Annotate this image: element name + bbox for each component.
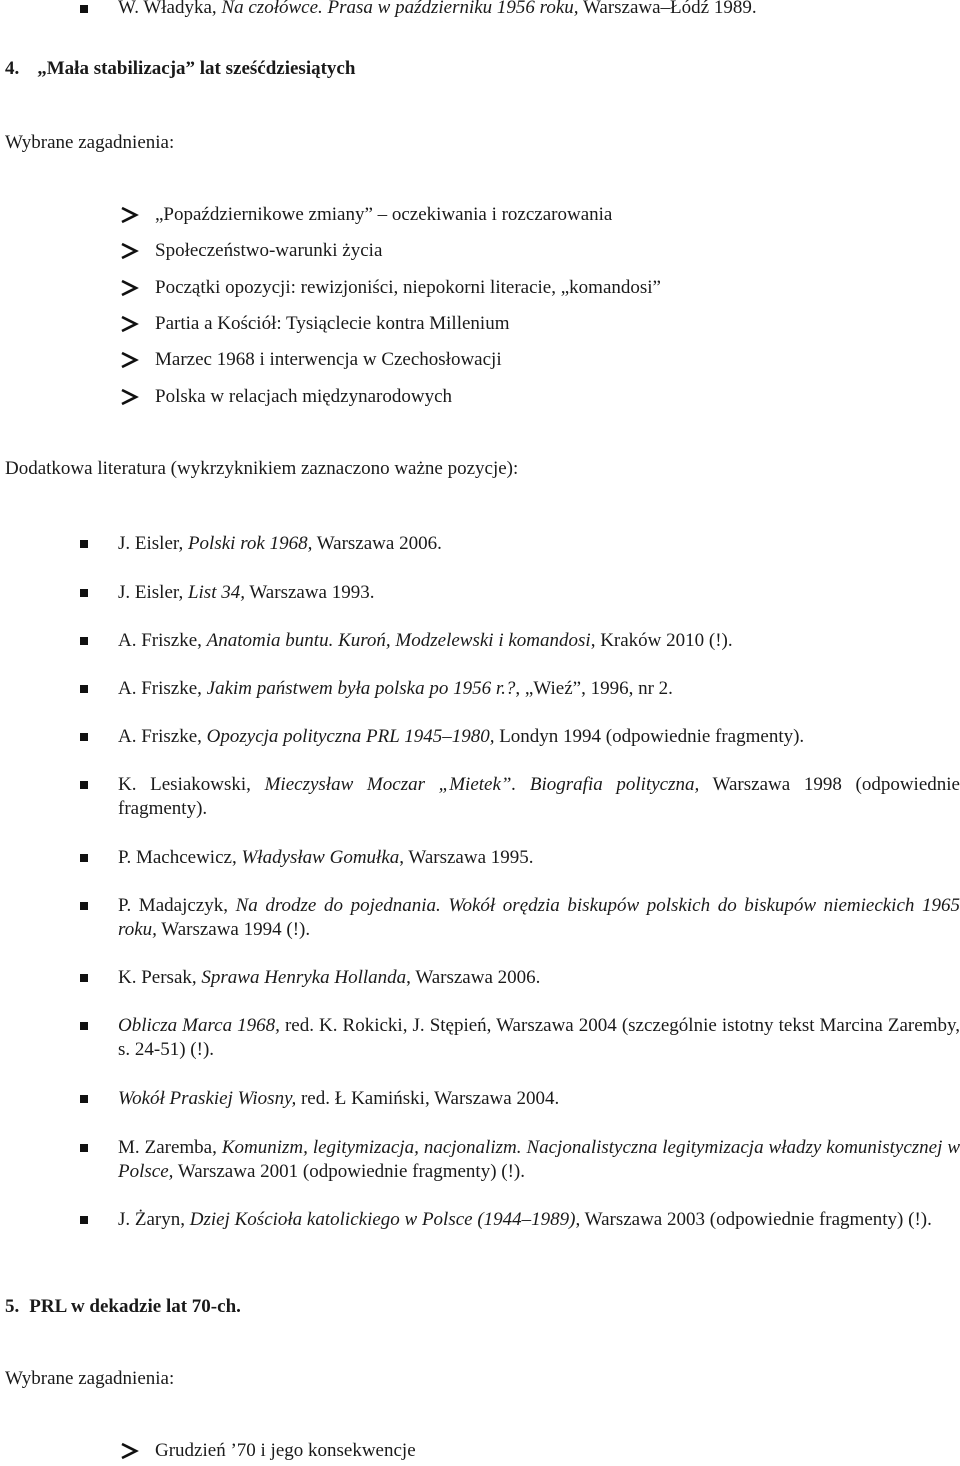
arrow-bullet-icon — [119, 1442, 141, 1460]
square-bullet-icon — [80, 637, 88, 645]
literature-item — [118, 1014, 960, 1062]
arrow-bullet-icon — [119, 279, 141, 297]
topics-label: Wybrane zagadnienia: — [5, 132, 175, 153]
arrow-bullet-icon — [119, 351, 141, 369]
literature-item — [118, 581, 960, 605]
entry-title: Dziej Kościoła katolickiego w Polsce (1944–1989) — [189, 1209, 576, 1230]
topics-label: Wybrane zagadnienia: — [5, 1368, 175, 1389]
top-literature-entry — [118, 0, 757, 19]
entry-author: K. Persak, — [118, 967, 202, 988]
section-heading — [5, 1296, 241, 1318]
entry-author: A. Friszke, — [118, 678, 207, 699]
entry-title: Mieczysław Moczar „Mietek”. Biografia polityczna, — [264, 774, 700, 795]
entry-publication: Warszawa 1993. — [244, 582, 375, 603]
square-bullet-icon — [80, 589, 88, 597]
literature-item — [118, 629, 960, 653]
literature-item — [118, 846, 960, 870]
square-bullet-icon — [80, 1095, 88, 1103]
entry-title: Władysław Gomułka — [241, 847, 400, 868]
topic-item: Marzec 1968 i interwencja w Czechosłowacji — [155, 349, 502, 370]
entry-publication: Warszawa 2006. — [312, 533, 442, 554]
square-bullet-icon — [80, 685, 88, 693]
entry-title: Polski rok 1968, — [187, 533, 313, 554]
topic-item: „Popaździernikowe zmiany” – oczekiwania i rozczarowania — [155, 204, 613, 225]
entry-publication: Warszawa 1998 (odpowiednie fragmenty). — [118, 774, 960, 819]
entry-publication: , Warszawa 2003 (odpowiednie fragmenty) (!). — [575, 1209, 932, 1230]
entry-publication: Warszawa–Łódź 1989. — [578, 0, 757, 18]
literature-item — [118, 532, 960, 556]
entry-title: Oblicza Marca 1968, — [118, 1015, 280, 1036]
entry-publication: Warszawa 1994 (!). — [156, 919, 311, 940]
entry-title: Komunizm, legitymizacja, nacjonalizm. Nacjonalistyczna legitymizacja władzy komunistycznej w Polsce, — [118, 1137, 960, 1182]
topic-item: Społeczeństwo-warunki życia — [155, 240, 383, 261]
square-bullet-icon — [80, 1144, 88, 1152]
entry-author: K. Lesiakowski, — [118, 774, 265, 795]
entry-publication: , Warszawa 1995. — [399, 847, 534, 868]
section-number: 4. — [5, 58, 20, 79]
entry-publication: , Warszawa 2006. — [406, 967, 541, 988]
topic-item: Partia a Kościół: Tysiąclecie kontra Millenium — [155, 313, 510, 334]
entry-title: Jakim państwem była polska po 1956 r.? — [206, 678, 516, 699]
entry-publication: red. Ł Kamiński, Warszawa 2004. — [296, 1088, 560, 1109]
topic-item: Grudzień ’70 i jego konsekwencje — [155, 1440, 416, 1461]
square-bullet-icon — [80, 1216, 88, 1224]
entry-publication: , „Wieź”, 1996, nr 2. — [515, 678, 673, 699]
topic-item: Polska w relacjach międzynarodowych — [155, 386, 453, 407]
section-title: „Mała stabilizacja” lat sześćdziesiątych — [37, 58, 356, 79]
arrow-bullet-icon — [119, 242, 141, 260]
square-bullet-icon — [80, 733, 88, 741]
square-bullet-icon — [80, 854, 88, 862]
literature-item — [118, 966, 960, 990]
literature-item — [118, 894, 960, 942]
square-bullet-icon — [80, 5, 88, 13]
literature-item — [118, 725, 960, 749]
entry-author: A. Friszke, — [118, 630, 207, 651]
entry-author: M. Zaremba, — [118, 1137, 222, 1158]
entry-author: J. Żaryn, — [118, 1209, 190, 1230]
entry-title: Sprawa Henryka Hollanda — [201, 967, 407, 988]
section-heading — [5, 58, 355, 80]
section-title: PRL w dekadzie lat 70-ch. — [29, 1296, 241, 1317]
arrow-bullet-icon — [119, 315, 141, 333]
entry-author: A. Friszke, — [118, 726, 207, 747]
entry-author: J. Eisler, — [118, 582, 188, 603]
literature-item — [118, 1087, 960, 1111]
literature-label: Dodatkowa literatura (wykrzyknikiem zaznaczono ważne pozycje): — [5, 458, 519, 479]
entry-author: P. Machcewicz, — [118, 847, 242, 868]
square-bullet-icon — [80, 902, 88, 910]
entry-author: W. Władyka, — [118, 0, 222, 18]
square-bullet-icon — [80, 540, 88, 548]
section-number: 5. — [5, 1296, 20, 1317]
literature-item — [118, 677, 960, 701]
topic-item: Początki opozycji: rewizjoniści, niepokorni literacie, „komandosi” — [155, 277, 661, 298]
literature-item — [118, 773, 960, 821]
entry-title: Na czołówce. Prasa w październiku 1956 roku, — [221, 0, 579, 18]
arrow-bullet-icon — [119, 206, 141, 224]
arrow-bullet-icon — [119, 388, 141, 406]
entry-title: Anatomia buntu. Kuroń, Modzelewski i komandosi — [206, 630, 591, 651]
entry-publication: red. K. Rokicki, J. Stępień, Warszawa 2004 (szczególnie istotny tekst Marcina Zaremby, s. 24-51) (!). — [118, 1015, 960, 1060]
entry-publication: , Kraków 2010 (!). — [590, 630, 733, 651]
square-bullet-icon — [80, 781, 88, 789]
square-bullet-icon — [80, 974, 88, 982]
literature-item — [118, 1136, 960, 1184]
entry-author: P. Madajczyk, — [118, 895, 236, 916]
entry-title: Wokół Praskiej Wiosny, — [118, 1088, 297, 1109]
literature-item — [118, 1208, 960, 1232]
entry-publication: Warszawa 2001 (odpowiednie fragmenty) (!). — [173, 1161, 526, 1182]
entry-publication: Londyn 1994 (odpowiednie fragmenty). — [494, 726, 805, 747]
entry-author: J. Eisler, — [118, 533, 188, 554]
square-bullet-icon — [80, 1022, 88, 1030]
entry-title: Opozycja polityczna PRL 1945–1980, — [206, 726, 495, 747]
entry-title: List 34, — [187, 582, 245, 603]
entry-title: Na drodze do pojednania. Wokół orędzia biskupów polskich do biskupów niemieckich 1965 roku, — [118, 895, 960, 940]
